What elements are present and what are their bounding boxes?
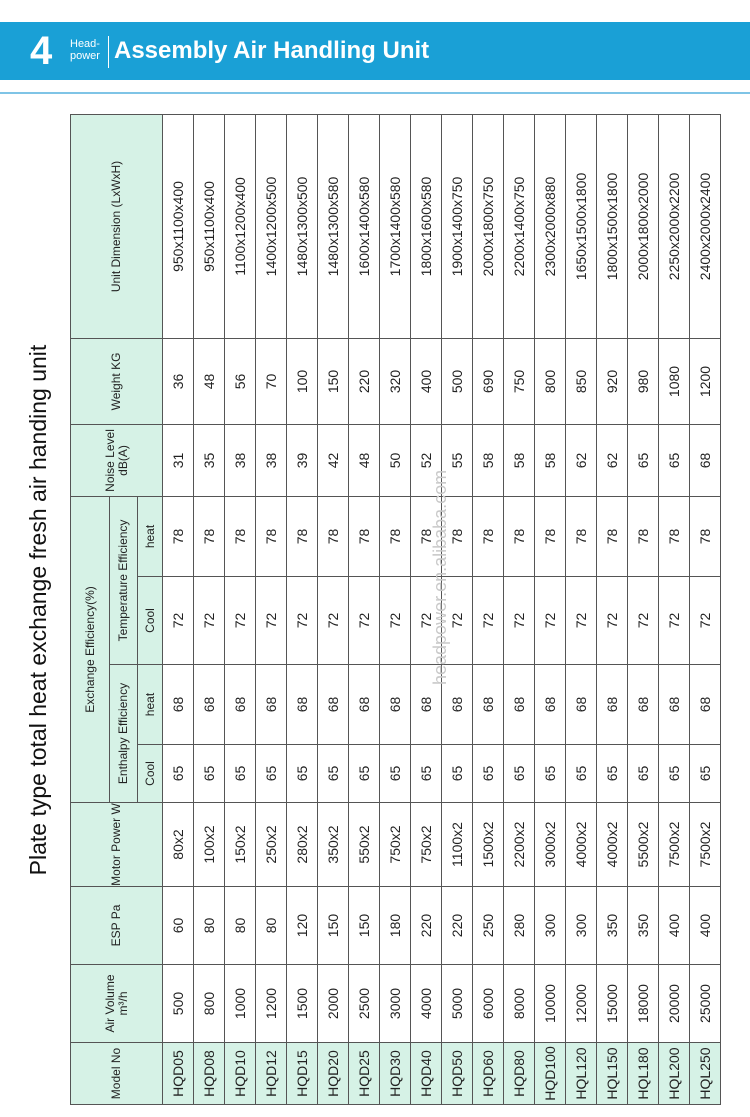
table-cell: 2400x2000x2400: [690, 114, 721, 338]
table-cell: 68: [597, 665, 628, 745]
table-cell: HQD08: [194, 1043, 225, 1105]
table-cell: 1900x1400x750: [442, 114, 473, 338]
table-cell: 1200: [256, 965, 287, 1043]
table-cell: 80: [225, 887, 256, 965]
table-cell: 72: [504, 577, 535, 665]
table-cell: 31: [163, 424, 194, 496]
table-cell: 72: [287, 577, 318, 665]
table-cell: 68: [380, 665, 411, 745]
table-cell: 78: [318, 496, 349, 576]
table-cell: 2200x1400x750: [504, 114, 535, 338]
table-cell: HQD12: [256, 1043, 287, 1105]
table-cell: 1080: [659, 338, 690, 424]
table-cell: HQD60: [473, 1043, 504, 1105]
table-cell: 78: [287, 496, 318, 576]
header-exchange-efficiency: Exchange Efficiency(%): [71, 496, 110, 802]
table-cell: 68: [690, 665, 721, 745]
table-cell: 850: [566, 338, 597, 424]
table-cell: 1600x1400x580: [349, 114, 380, 338]
table-cell: 72: [194, 577, 225, 665]
table-cell: 800: [194, 965, 225, 1043]
table-cell: 78: [349, 496, 380, 576]
table-cell: 65: [628, 745, 659, 803]
table-cell: 2000: [318, 965, 349, 1043]
table-cell: 78: [163, 496, 194, 576]
table-cell: HQD10: [225, 1043, 256, 1105]
table-cell: 65: [287, 745, 318, 803]
table-cell: 220: [349, 338, 380, 424]
table-cell: 100x2: [194, 803, 225, 887]
table-cell: 150x2: [225, 803, 256, 887]
table-cell: 78: [659, 496, 690, 576]
table-cell: 78: [380, 496, 411, 576]
table-cell: 78: [411, 496, 442, 576]
table-cell: 58: [473, 424, 504, 496]
table-cell: 72: [318, 577, 349, 665]
table-cell: 5000: [442, 965, 473, 1043]
table-cell: 58: [535, 424, 566, 496]
table-cell: 1480x1300x580: [318, 114, 349, 338]
table-cell: 65: [318, 745, 349, 803]
table-cell: 2300x2000x880: [535, 114, 566, 338]
table-cell: 12000: [566, 965, 597, 1043]
table-cell: 400: [411, 338, 442, 424]
table-cell: 72: [659, 577, 690, 665]
table-cell: 1800x1600x580: [411, 114, 442, 338]
table-cell: 80: [256, 887, 287, 965]
table-cell: 42: [318, 424, 349, 496]
table-cell: 68: [690, 424, 721, 496]
table-cell: 72: [349, 577, 380, 665]
spec-table-body: [163, 114, 721, 1104]
table-cell: 62: [597, 424, 628, 496]
table-cell: HQL200: [659, 1043, 690, 1105]
table-cell: 78: [256, 496, 287, 576]
table-cell: 1480x1300x500: [287, 114, 318, 338]
header-esp: ESP Pa: [71, 887, 163, 965]
table-cell: 750x2: [380, 803, 411, 887]
table-cell: HQD40: [411, 1043, 442, 1105]
table-cell: 78: [690, 496, 721, 576]
table-cell: 180: [380, 887, 411, 965]
table-cell: 68: [318, 665, 349, 745]
table-row: [163, 114, 194, 1104]
table-cell: 38: [256, 424, 287, 496]
table-cell: 20000: [659, 965, 690, 1043]
table-cell: 72: [225, 577, 256, 665]
table-cell: 65: [535, 745, 566, 803]
table-cell: 220: [442, 887, 473, 965]
table-cell: 68: [225, 665, 256, 745]
table-cell: 78: [628, 496, 659, 576]
table-cell: 68: [256, 665, 287, 745]
table-cell: 65: [225, 745, 256, 803]
table-cell: 250x2: [256, 803, 287, 887]
table-row: [659, 114, 690, 1104]
table-cell: 72: [535, 577, 566, 665]
header-weight: Weight KG: [71, 338, 163, 424]
header-enthalpy-efficiency: Enthalpy Efficiency: [110, 665, 138, 803]
table-cell: 250: [473, 887, 504, 965]
header-divider: [108, 36, 109, 68]
section-header: [0, 22, 750, 80]
table-cell: 78: [194, 496, 225, 576]
table-cell: 4000: [411, 965, 442, 1043]
table-cell: 72: [473, 577, 504, 665]
table-cell: 65: [566, 745, 597, 803]
table-cell: 2500: [349, 965, 380, 1043]
table-cell: 2000x1800x750: [473, 114, 504, 338]
table-cell: HQD100: [535, 1043, 566, 1105]
table-cell: 1700x1400x580: [380, 114, 411, 338]
table-cell: 72: [380, 577, 411, 665]
table-cell: 65: [163, 745, 194, 803]
table-cell: 800: [535, 338, 566, 424]
table-cell: 7500x2: [690, 803, 721, 887]
table-cell: 690: [473, 338, 504, 424]
table-cell: 65: [194, 745, 225, 803]
table-cell: 10000: [535, 965, 566, 1043]
table-cell: 72: [256, 577, 287, 665]
table-cell: 500: [442, 338, 473, 424]
table-cell: 4000x2: [597, 803, 628, 887]
header-temperature-heat: heat: [138, 496, 163, 576]
table-cell: 68: [349, 665, 380, 745]
table-row: [628, 114, 659, 1104]
table-cell: HQL250: [690, 1043, 721, 1105]
table-cell: 320: [380, 338, 411, 424]
table-cell: 78: [225, 496, 256, 576]
table-cell: 72: [411, 577, 442, 665]
table-cell: 300: [535, 887, 566, 965]
table-cell: 50: [380, 424, 411, 496]
table-cell: 750x2: [411, 803, 442, 887]
table-row: [473, 114, 504, 1104]
table-cell: 68: [473, 665, 504, 745]
table-cell: 350: [628, 887, 659, 965]
table-cell: 62: [566, 424, 597, 496]
table-cell: 2200x2: [504, 803, 535, 887]
table-cell: 300: [566, 887, 597, 965]
table-cell: 280: [504, 887, 535, 965]
table-row: [504, 114, 535, 1104]
rotated-table-frame: [10, 115, 730, 1105]
table-cell: 68: [287, 665, 318, 745]
header-noise: Noise Level dB(A): [71, 424, 163, 496]
page-number: 4: [30, 29, 53, 73]
table-cell: 78: [597, 496, 628, 576]
table-cell: 68: [504, 665, 535, 745]
table-cell: 220: [411, 887, 442, 965]
table-cell: 1500x2: [473, 803, 504, 887]
table-cell: 1200: [690, 338, 721, 424]
table-cell: HQD50: [442, 1043, 473, 1105]
table-cell: 60: [163, 887, 194, 965]
table-row: [225, 114, 256, 1104]
table-cell: 18000: [628, 965, 659, 1043]
table-cell: 15000: [597, 965, 628, 1043]
table-cell: 68: [535, 665, 566, 745]
watermark: headpower.en.alibaba.com: [430, 469, 450, 685]
header-enthalpy-cool: Cool: [138, 745, 163, 803]
table-cell: 65: [411, 745, 442, 803]
table-cell: 78: [473, 496, 504, 576]
table-cell: 72: [163, 577, 194, 665]
table-cell: 68: [194, 665, 225, 745]
table-cell: 65: [256, 745, 287, 803]
brand-logo: [70, 38, 100, 62]
table-cell: 550x2: [349, 803, 380, 887]
table-row: [349, 114, 380, 1104]
table-cell: 70: [256, 338, 287, 424]
header-dimension: Unit Dimension (LxWxH): [71, 114, 163, 338]
table-cell: 78: [535, 496, 566, 576]
table-cell: 56: [225, 338, 256, 424]
table-cell: HQD20: [318, 1043, 349, 1105]
spec-table: [70, 114, 721, 1105]
header-motor-power: Motor Power W: [71, 803, 163, 887]
table-cell: 48: [349, 424, 380, 496]
header-temperature-efficiency: Temperature Efficiency: [110, 496, 138, 664]
table-cell: 1000: [225, 965, 256, 1043]
table-row: [535, 114, 566, 1104]
table-cell: 150: [318, 338, 349, 424]
table-row: [380, 114, 411, 1104]
table-cell: 65: [473, 745, 504, 803]
table-cell: 400: [659, 887, 690, 965]
table-cell: 980: [628, 338, 659, 424]
table-cell: 72: [690, 577, 721, 665]
table-cell: 68: [442, 665, 473, 745]
table-cell: 72: [442, 577, 473, 665]
table-cell: 68: [163, 665, 194, 745]
table-cell: 280x2: [287, 803, 318, 887]
brand-line-2: power: [70, 50, 100, 62]
table-cell: HQD25: [349, 1043, 380, 1105]
table-cell: 35: [194, 424, 225, 496]
page-title: Assembly Air Handling Unit: [114, 37, 430, 64]
table-cell: 65: [597, 745, 628, 803]
table-cell: 65: [659, 424, 690, 496]
table-cell: HQL150: [597, 1043, 628, 1105]
table-cell: 750: [504, 338, 535, 424]
spec-sheet: [10, 115, 730, 1105]
table-cell: 920: [597, 338, 628, 424]
table-cell: 1500: [287, 965, 318, 1043]
table-cell: 65: [504, 745, 535, 803]
table-cell: 120: [287, 887, 318, 965]
table-row: [442, 114, 473, 1104]
table-cell: 68: [628, 665, 659, 745]
table-cell: 78: [504, 496, 535, 576]
table-cell: 39: [287, 424, 318, 496]
table-cell: 65: [442, 745, 473, 803]
table-cell: 58: [504, 424, 535, 496]
table-cell: 950x1100x400: [163, 114, 194, 338]
table-row: [597, 114, 628, 1104]
table-cell: 1800x1500x1800: [597, 114, 628, 338]
table-cell: HQL180: [628, 1043, 659, 1105]
table-cell: 150: [318, 887, 349, 965]
table-cell: HQD05: [163, 1043, 194, 1105]
table-cell: 1100x2: [442, 803, 473, 887]
table-cell: 6000: [473, 965, 504, 1043]
table-cell: 1400x1200x500: [256, 114, 287, 338]
table-cell: 36: [163, 338, 194, 424]
table-cell: 68: [659, 665, 690, 745]
table-cell: 25000: [690, 965, 721, 1043]
table-row: [690, 114, 721, 1104]
table-cell: 1650x1500x1800: [566, 114, 597, 338]
table-row: [318, 114, 349, 1104]
header-enthalpy-heat: heat: [138, 665, 163, 745]
table-cell: 72: [628, 577, 659, 665]
table-cell: 48: [194, 338, 225, 424]
table-cell: 2250x2000x2200: [659, 114, 690, 338]
header-model: Model No: [71, 1043, 163, 1105]
table-cell: 950x1100x400: [194, 114, 225, 338]
table-cell: 65: [659, 745, 690, 803]
table-cell: 150: [349, 887, 380, 965]
header-rule: [0, 92, 750, 94]
table-cell: 100: [287, 338, 318, 424]
table-row: [256, 114, 287, 1104]
header-air-volume: Air Volume m³/h: [71, 965, 163, 1043]
table-cell: 72: [597, 577, 628, 665]
table-cell: 52: [411, 424, 442, 496]
table-cell: 78: [566, 496, 597, 576]
table-cell: 80x2: [163, 803, 194, 887]
table-cell: HQD30: [380, 1043, 411, 1105]
table-row: [194, 114, 225, 1104]
table-cell: 55: [442, 424, 473, 496]
table-cell: HQL120: [566, 1043, 597, 1105]
table-cell: 1100x1200x400: [225, 114, 256, 338]
table-cell: 5500x2: [628, 803, 659, 887]
table-cell: 68: [411, 665, 442, 745]
table-cell: 3000x2: [535, 803, 566, 887]
table-cell: 7500x2: [659, 803, 690, 887]
table-cell: 2000x1800x2000: [628, 114, 659, 338]
table-cell: 38: [225, 424, 256, 496]
table-cell: 3000: [380, 965, 411, 1043]
table-cell: 8000: [504, 965, 535, 1043]
table-cell: 4000x2: [566, 803, 597, 887]
table-cell: 65: [690, 745, 721, 803]
table-row: [411, 114, 442, 1104]
table-cell: HQD80: [504, 1043, 535, 1105]
table-row: [566, 114, 597, 1104]
table-row: [287, 114, 318, 1104]
brand-line-1: Head-: [70, 38, 100, 50]
table-cell: 78: [442, 496, 473, 576]
table-cell: 80: [194, 887, 225, 965]
table-cell: 400: [690, 887, 721, 965]
header-temperature-cool: Cool: [138, 577, 163, 665]
table-cell: 350: [597, 887, 628, 965]
document-title: Plate type total heat exchange fresh air handing unit: [10, 115, 70, 1105]
table-cell: 72: [566, 577, 597, 665]
table-cell: 65: [380, 745, 411, 803]
table-cell: 68: [566, 665, 597, 745]
table-cell: 65: [628, 424, 659, 496]
table-cell: 65: [349, 745, 380, 803]
table-cell: 350x2: [318, 803, 349, 887]
table-cell: HQD15: [287, 1043, 318, 1105]
table-cell: 500: [163, 965, 194, 1043]
